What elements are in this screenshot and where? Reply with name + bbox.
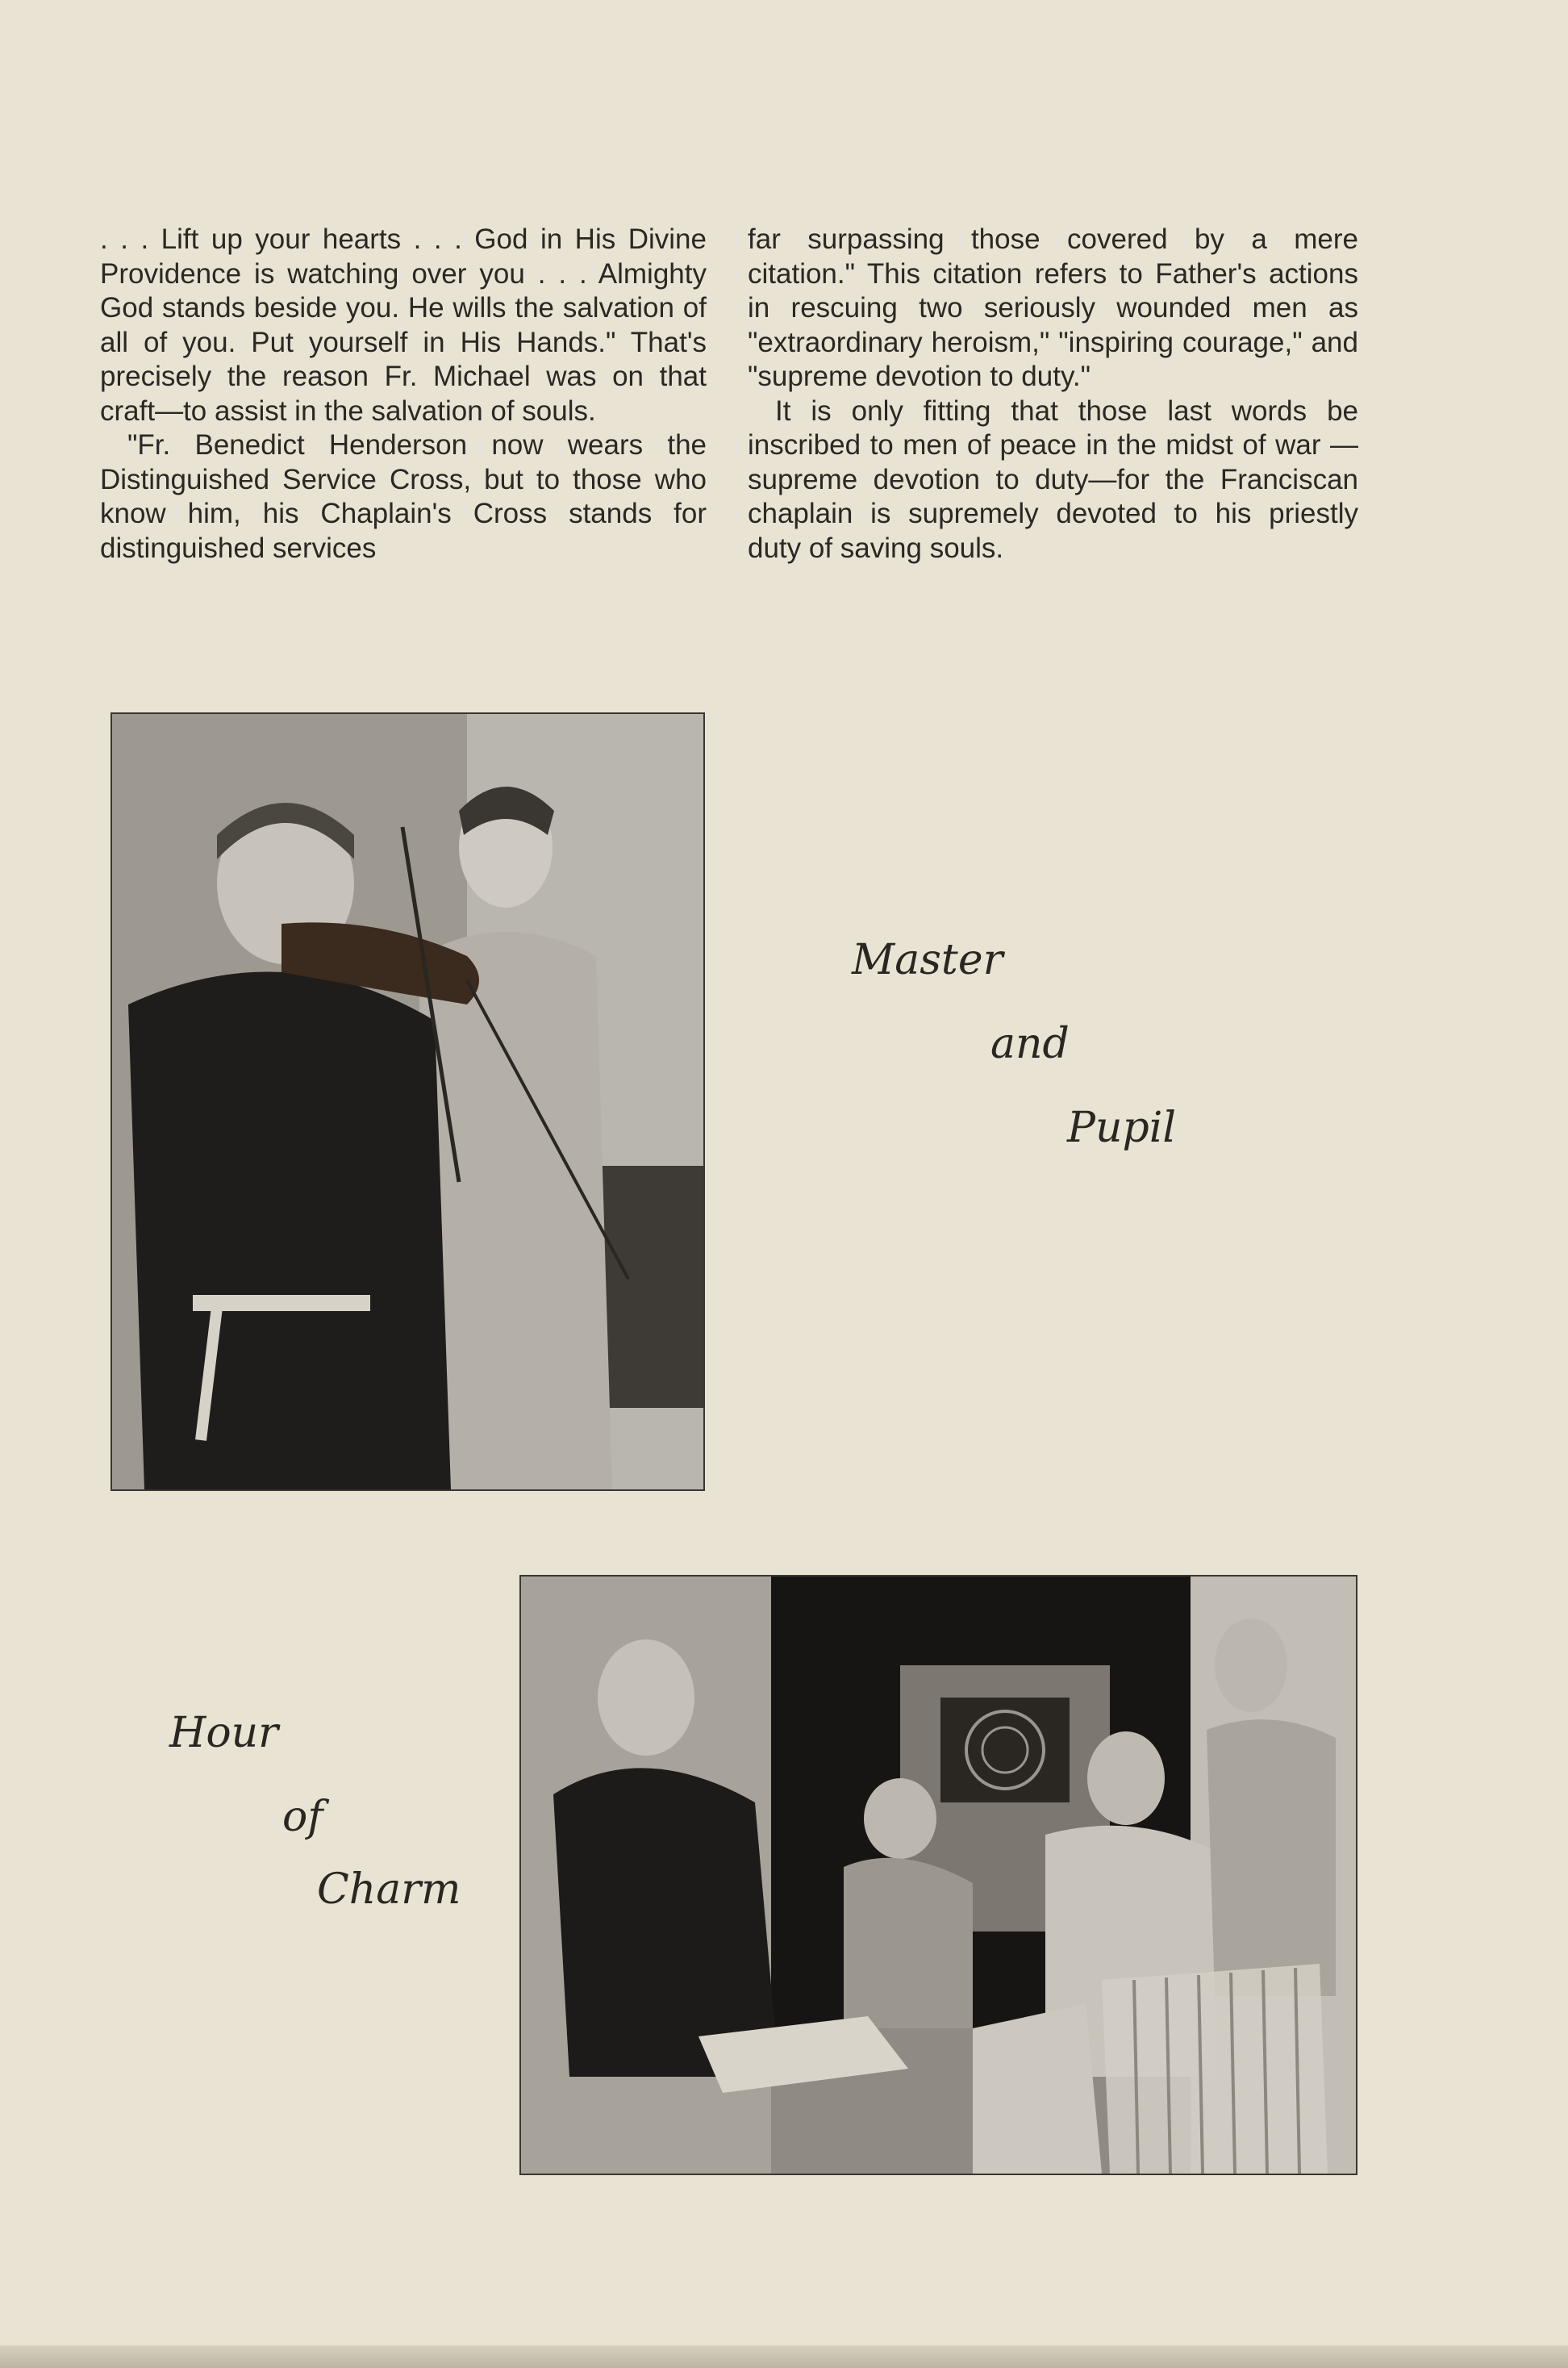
caption-charm: Charm — [317, 1865, 461, 1914]
paragraph: "Fr. Benedict Henderson now wears the Distinguished Service Cross, but to those who know him, his Chaplain's Cross stands for distinguished services — [100, 429, 707, 564]
hour-of-charm-photo — [519, 1575, 1357, 2175]
article-right-column — [748, 223, 1358, 566]
paragraph: far surpassing those covered by a mere citation." This citation refers to Father's actions in rescuing two seriously wounded men as "extraordinary heroism," "inspiring courage," and "supreme devotion to duty." — [748, 223, 1358, 392]
paragraph: . . . Lift up your hearts . . . God in His Divine Providence is watching over you . . . Almighty God stands beside you. He wills the salvation of all of you. Put yourself in His Hands." That's precisely the reason Fr. Michael was on that craft—to assist in the salvation of souls. — [100, 223, 707, 427]
caption-hour: Hour — [169, 1709, 279, 1757]
article-left-column — [100, 223, 707, 566]
caption-of: of — [282, 1793, 323, 1841]
radio-listening-illustration — [521, 1577, 1356, 2174]
caption-and: and — [990, 1020, 1070, 1068]
caption-pupil: Pupil — [1067, 1104, 1177, 1152]
caption-master: Master — [852, 936, 1003, 984]
violin-lesson-illustration — [112, 714, 703, 1489]
paragraph: It is only fitting that those last words be inscribed to men of peace in the midst of war — supreme devotion to duty—for the Franciscan chaplain is supremely devoted to his priestly duty of saving souls. — [748, 395, 1358, 564]
page-edge — [0, 2345, 1568, 2368]
master-and-pupil-photo — [111, 712, 705, 1491]
